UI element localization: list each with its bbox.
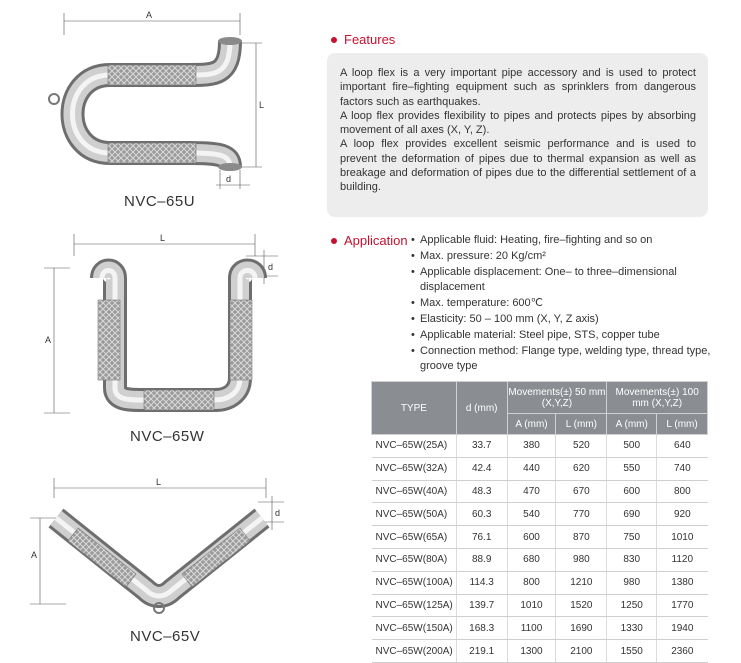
value-cell: 770 bbox=[556, 503, 607, 526]
model-cell: NVC–65W(200A) bbox=[372, 640, 457, 663]
table-row bbox=[372, 526, 708, 549]
value-cell: 980 bbox=[556, 548, 607, 571]
value-cell: 550 bbox=[607, 457, 657, 480]
nvc-65w-caption: NVC–65W bbox=[130, 428, 205, 445]
model-cell: NVC–65W(32A) bbox=[372, 457, 457, 480]
application-heading-text: Application bbox=[344, 233, 408, 248]
model-cell: NVC–65W(125A) bbox=[372, 594, 457, 617]
application-item: • Max. temperature: 600℃ bbox=[411, 296, 711, 311]
table-row bbox=[372, 571, 708, 594]
value-cell: 1520 bbox=[556, 594, 607, 617]
value-cell: 1120 bbox=[657, 548, 708, 571]
dim-d-label: d bbox=[226, 174, 232, 184]
value-cell: 1940 bbox=[657, 617, 708, 640]
nvc-65w-diagram bbox=[40, 228, 285, 423]
value-cell: 600 bbox=[507, 526, 556, 549]
value-cell: 219.1 bbox=[456, 640, 507, 663]
features-heading-text: Features bbox=[344, 32, 396, 47]
value-cell: 520 bbox=[556, 435, 607, 458]
value-cell: 2100 bbox=[556, 640, 607, 663]
spec-table bbox=[371, 381, 708, 663]
value-cell: 690 bbox=[607, 503, 657, 526]
dim-a-label: A bbox=[45, 335, 52, 345]
value-cell: 620 bbox=[556, 457, 607, 480]
value-cell: 168.3 bbox=[456, 617, 507, 640]
table-row bbox=[372, 435, 708, 458]
value-cell: 920 bbox=[657, 503, 708, 526]
value-cell: 1770 bbox=[657, 594, 708, 617]
value-cell: 540 bbox=[507, 503, 556, 526]
sub-l-header: L (mm) bbox=[657, 414, 708, 435]
application-item: • Applicable material: Steel pipe, STS, copper tube bbox=[411, 328, 711, 343]
value-cell: 48.3 bbox=[456, 480, 507, 503]
dim-l-label: L bbox=[156, 477, 162, 487]
nvc-65u-caption: NVC–65U bbox=[124, 193, 196, 210]
value-cell: 139.7 bbox=[456, 594, 507, 617]
table-row bbox=[372, 480, 708, 503]
value-cell: 750 bbox=[607, 526, 657, 549]
features-paragraph: A loop flex provides excellent seismic performance and is used to prevent the deformation of pipes due to thermal expansion as well as breakage and deformation of pipes due to the differential settlement of a building. bbox=[340, 138, 696, 194]
value-cell: 1300 bbox=[507, 640, 556, 663]
nvc-65u-diagram bbox=[40, 5, 280, 205]
value-cell: 830 bbox=[607, 548, 657, 571]
model-cell: NVC–65W(100A) bbox=[372, 571, 457, 594]
features-heading bbox=[331, 32, 395, 47]
nvc-65v-caption: NVC–65V bbox=[130, 628, 201, 645]
model-cell: NVC–65W(25A) bbox=[372, 435, 457, 458]
application-item: • Max. pressure: 20 Kg/cm² bbox=[411, 249, 711, 264]
dim-d-label: d bbox=[268, 262, 274, 272]
dim-l-label: L bbox=[160, 233, 166, 243]
value-cell: 1210 bbox=[556, 571, 607, 594]
value-cell: 1100 bbox=[507, 617, 556, 640]
table-row bbox=[372, 548, 708, 571]
dim-l-label: L bbox=[259, 100, 265, 110]
application-item: • Applicable fluid: Heating, fire–fighting and so on bbox=[411, 233, 711, 248]
value-cell: 800 bbox=[657, 480, 708, 503]
movements-100-header: Movements(±) 100 mm (X,Y,Z) bbox=[607, 382, 708, 414]
col-type-header: TYPE bbox=[372, 382, 457, 435]
value-cell: 440 bbox=[507, 457, 556, 480]
value-cell: 740 bbox=[657, 457, 708, 480]
value-cell: 1690 bbox=[556, 617, 607, 640]
value-cell: 670 bbox=[556, 480, 607, 503]
bullet-dot-icon bbox=[331, 238, 337, 244]
value-cell: 114.3 bbox=[456, 571, 507, 594]
table-row bbox=[372, 617, 708, 640]
nvc-65v-diagram bbox=[26, 472, 286, 622]
value-cell: 1380 bbox=[657, 571, 708, 594]
dim-d-label: d bbox=[275, 508, 281, 518]
value-cell: 380 bbox=[507, 435, 556, 458]
features-paragraph: A loop flex is a very important pipe accessory and is used to protect important fire–fighting equipment such as sprinklers from dangerous factors such as earthquakes. bbox=[340, 67, 696, 108]
value-cell: 680 bbox=[507, 548, 556, 571]
model-cell: NVC–65W(40A) bbox=[372, 480, 457, 503]
application-item: • Applicable displacement: One– to three–dimensional displacement bbox=[411, 265, 711, 295]
model-cell: NVC–65W(65A) bbox=[372, 526, 457, 549]
movements-50-header: Movements(±) 50 mm (X,Y,Z) bbox=[507, 382, 607, 414]
features-paragraph: A loop flex provides flexibility to pipes and protects pipes by absorbing movement of all axes (X, Y, Z). bbox=[340, 109, 696, 137]
sub-a-header: A (mm) bbox=[507, 414, 556, 435]
value-cell: 76.1 bbox=[456, 526, 507, 549]
value-cell: 1250 bbox=[607, 594, 657, 617]
value-cell: 980 bbox=[607, 571, 657, 594]
value-cell: 33.7 bbox=[456, 435, 507, 458]
value-cell: 42.4 bbox=[456, 457, 507, 480]
value-cell: 470 bbox=[507, 480, 556, 503]
application-item: • Connection method: Flange type, welding type, thread type, groove type bbox=[411, 344, 711, 374]
bullet-dot-icon bbox=[331, 37, 337, 43]
model-cell: NVC–65W(50A) bbox=[372, 503, 457, 526]
value-cell: 1010 bbox=[507, 594, 556, 617]
value-cell: 870 bbox=[556, 526, 607, 549]
value-cell: 800 bbox=[507, 571, 556, 594]
application-heading bbox=[331, 233, 408, 248]
application-item: • Elasticity: 50 – 100 mm (X, Y, Z axis) bbox=[411, 312, 711, 327]
spec-table-body bbox=[372, 435, 708, 663]
value-cell: 1010 bbox=[657, 526, 708, 549]
model-cell: NVC–65W(150A) bbox=[372, 617, 457, 640]
value-cell: 600 bbox=[607, 480, 657, 503]
application-list bbox=[411, 233, 711, 375]
model-cell: NVC–65W(80A) bbox=[372, 548, 457, 571]
dim-a-label: A bbox=[31, 550, 38, 560]
features-box bbox=[327, 53, 708, 217]
table-row bbox=[372, 594, 708, 617]
sub-a-header: A (mm) bbox=[607, 414, 657, 435]
table-row bbox=[372, 640, 708, 663]
value-cell: 500 bbox=[607, 435, 657, 458]
value-cell: 60.3 bbox=[456, 503, 507, 526]
dim-a-label: A bbox=[146, 10, 153, 20]
value-cell: 640 bbox=[657, 435, 708, 458]
value-cell: 2360 bbox=[657, 640, 708, 663]
value-cell: 1330 bbox=[607, 617, 657, 640]
table-row bbox=[372, 503, 708, 526]
value-cell: 1550 bbox=[607, 640, 657, 663]
sub-l-header: L (mm) bbox=[556, 414, 607, 435]
table-row bbox=[372, 457, 708, 480]
col-d-header: d (mm) bbox=[456, 382, 507, 435]
value-cell: 88.9 bbox=[456, 548, 507, 571]
